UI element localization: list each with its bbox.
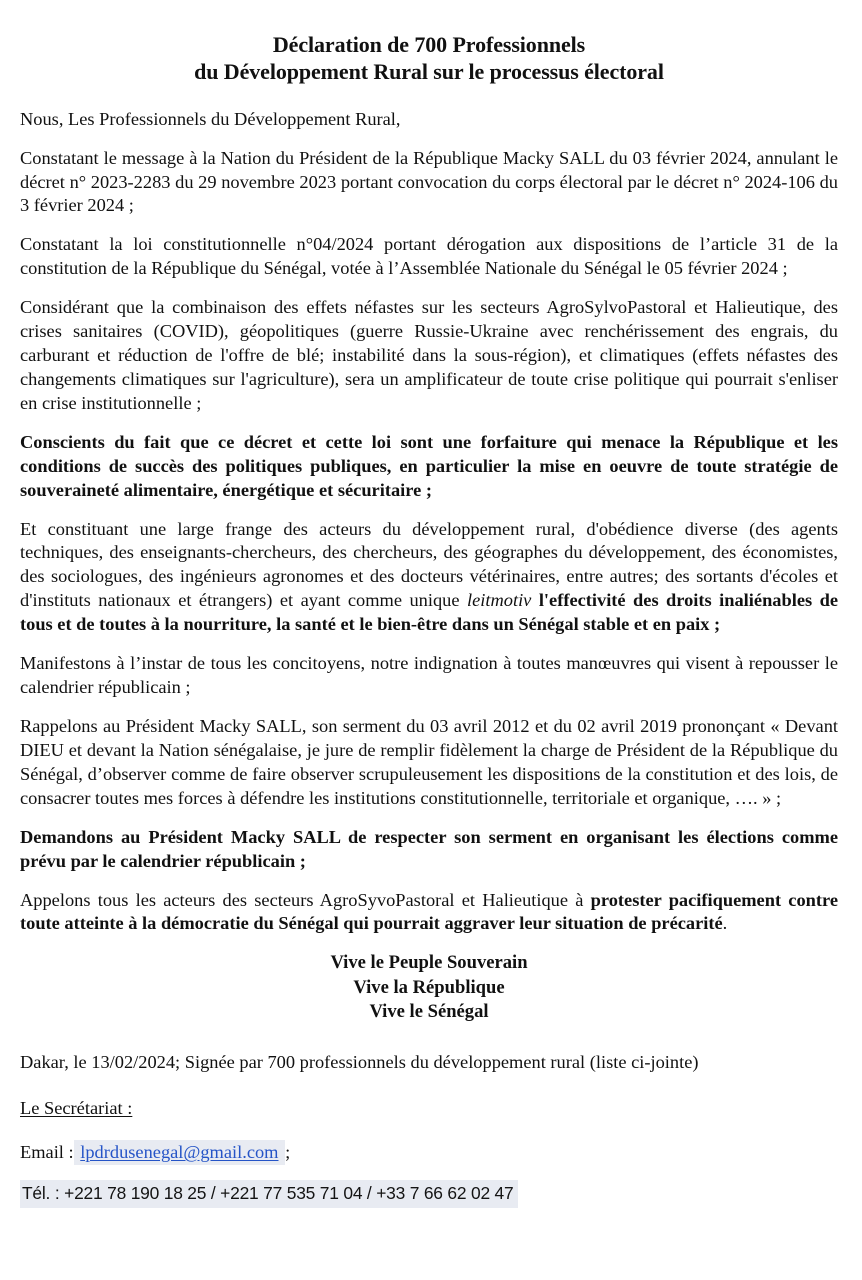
- paragraph-constituant: [20, 518, 838, 638]
- appelons-end-punctuation: .: [722, 913, 728, 934]
- paragraph-conscients: Conscients du fait que ce décret et cette loi sont une forfaiture qui menace la République et les conditions de succès des politiques publiques, en particulier la mise en oeuvre de toute stratégie de souveraineté alimentaire, énergétique et sécuritaire ;: [20, 431, 838, 500]
- paragraph-constatant-decret: Constatant le message à la Nation du Président de la République Macky SALL du 03 février 2024, annulant le décret n° 2023-2283 du 29 novembre 2023 portant convocation du corps électoral par le décret n° 2024-106 du 3 février 2024 ;: [20, 147, 838, 216]
- email-suffix: ;: [285, 1141, 291, 1162]
- secretariat-label: Le Secrétariat :: [20, 1097, 133, 1118]
- paragraph-considerant: Considérant que la combinaison des effets néfastes sur les secteurs AgroSylvoPastoral et Halieutique, des crises sanitaires (COVID), géopolitiques (guerre Russie-Ukraine avec renchérissement des engrais, du carburant et réduction de l'offre de blé; instabilité dans la sous-région), et climatiques (effets néfastes des changements climatiques sur l'agriculture), sera un amplificateur de toute crise politique qui pourrait s'enliser en crise institutionnelle ;: [20, 297, 838, 413]
- telephone-numbers: +221 78 190 18 25 / +221 77 535 71 04 / +33 7 66 62 02 47: [64, 1182, 514, 1203]
- slogan-republique: Vive la République: [353, 976, 505, 998]
- constituant-regular-text: Et constituant une large frange des acteurs du développement rural, d'obédience diverse (des agents techniques, des enseignants-chercheurs, des chercheurs, des géographes du développement, des économistes, des sociologues, des ingénieurs agronomes et des docteurs vétérinaires, entre autres; des sortants d'écoles et d'instituts nationaux et étrangers) et ayant comme unique: [20, 518, 838, 611]
- opening-salutation: Nous, Les Professionnels du Développement Rural,: [20, 108, 401, 129]
- appelons-bold-text: protester pacifiquement contre toute atteinte à la démocratie du Sénégal qui pourrait aggraver leur situation de précarité: [20, 889, 838, 934]
- email-link[interactable]: lpdrdusenegal@gmail.com: [80, 1141, 279, 1162]
- page-title: [20, 32, 838, 86]
- paragraph-constatant-loi: Constatant la loi constitutionnelle n°04/2024 portant dérogation aux dispositions de l’article 31 de la constitution de la République du Sénégal, votée à l’Assemblée Nationale du Sénégal le 05 février 2024 ;: [20, 234, 838, 279]
- email-highlight: [74, 1140, 285, 1165]
- slogans-block: [20, 951, 838, 1025]
- title-line-1: Déclaration de 700 Professionnels: [272, 32, 586, 57]
- paragraph-demandons: Demandons au Président Macky SALL de respecter son serment en organisant les élections comme prévu par le calendrier républicain ;: [20, 826, 838, 871]
- email-label: Email :: [20, 1141, 74, 1162]
- telephone-highlight: [20, 1180, 518, 1208]
- slogan-peuple-souverain: Vive le Peuple Souverain: [330, 952, 528, 974]
- constituant-italic-leitmotiv: leitmotiv: [467, 590, 532, 611]
- email-line: [20, 1141, 838, 1165]
- telephone-line: [20, 1182, 838, 1205]
- title-line-2: du Développement Rural sur le processus électoral: [194, 58, 664, 84]
- appelons-regular-text: Appelons tous les acteurs des secteurs AgroSyvoPastoral et Halieutique à: [20, 889, 591, 910]
- paragraph-rappelons: Rappelons au Président Macky SALL, son serment du 03 avril 2012 et du 02 avril 2019 prononçant « Devant DIEU et devant la Nation sénégalaise, je jure de remplir fidèlement la charge de Président de la République du Sénégal, d’observer comme de faire observer scrupuleusement les dispositions de la constitution et des lois, de consacrer toutes mes forces à défendre les institutions constitutionnelle, territoriale et organique, …. » ;: [20, 716, 838, 808]
- paragraph-manifestons: Manifestons à l’instar de tous les concitoyens, notre indignation à toutes manœuvres qui visent à repousser le calendrier républicain ;: [20, 653, 838, 698]
- slogan-senegal: Vive le Sénégal: [369, 1001, 489, 1023]
- secretariat-heading: [20, 1097, 838, 1121]
- signature-line: Dakar, le 13/02/2024; Signée par 700 professionnels du développement rural (liste ci-jointe): [20, 1051, 699, 1072]
- constituant-bold-text: l'effectivité des droits inaliénables de tous et de toutes à la nourriture, la santé et le bien-être dans un Sénégal stable et en paix ;: [20, 590, 838, 635]
- paragraph-appelons: [20, 889, 838, 937]
- telephone-label: Tél. :: [22, 1182, 60, 1203]
